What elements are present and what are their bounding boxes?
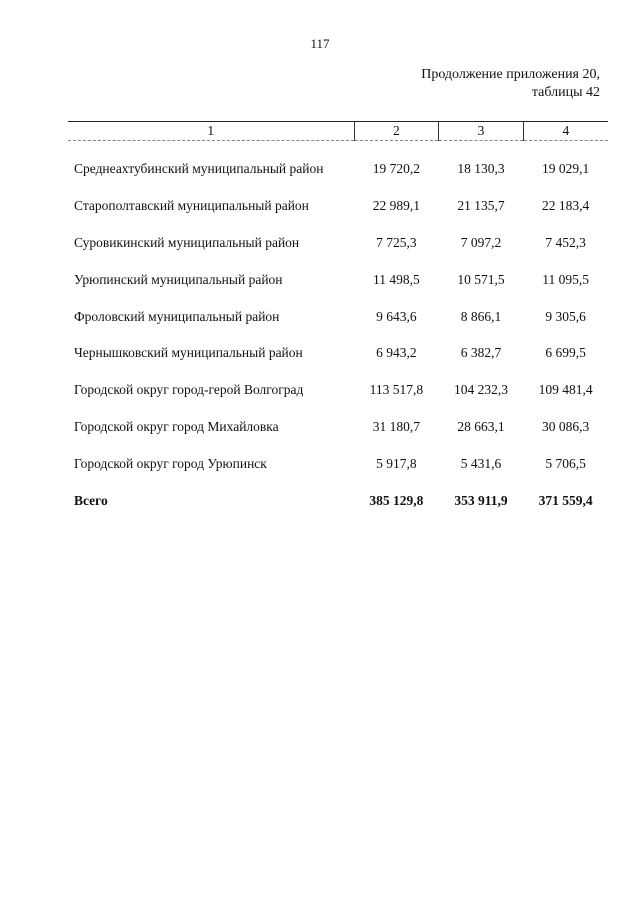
row-value-col2: 7 725,3 <box>376 234 417 250</box>
caption-line-table: таблицы 42 <box>531 85 600 100</box>
row-value-col4: 22 183,4 <box>542 198 590 214</box>
row-value-col3: 28 663,1 <box>457 418 505 434</box>
table-row <box>68 445 608 482</box>
row-value-col4: 9 305,6 <box>545 308 586 324</box>
row-value-col4: 7 452,3 <box>545 234 586 250</box>
row-value-col4: 109 481,4 <box>538 382 593 398</box>
row-value-col2: 22 989,1 <box>372 198 421 214</box>
row-value-col3: 104 232,3 <box>454 382 509 398</box>
total-value-col2: 385 129,8 <box>369 492 424 508</box>
header-row <box>68 122 608 141</box>
row-label: Фроловский муниципальный район <box>74 308 280 324</box>
row-value-col2: 5 917,8 <box>376 455 417 471</box>
row-value-col2: 19 720,2 <box>372 161 421 177</box>
table-row <box>68 409 608 446</box>
row-value-col2: 31 180,7 <box>372 418 421 434</box>
row-label: Городской округ город Михайловка <box>74 418 279 434</box>
table-caption <box>421 66 600 102</box>
row-value-col2: 11 498,5 <box>373 271 420 287</box>
table-row <box>68 298 608 335</box>
row-value-col4: 6 699,5 <box>545 345 586 361</box>
row-value-col4: 5 706,5 <box>545 455 586 471</box>
row-value-col4: 30 086,3 <box>542 418 590 434</box>
total-label: Всего <box>74 492 108 508</box>
row-label: Суровикинский муниципальный район <box>74 234 300 250</box>
total-row <box>68 482 608 519</box>
row-value-col2: 6 943,2 <box>376 345 417 361</box>
row-value-col3: 21 135,7 <box>457 198 505 214</box>
budget-table <box>68 121 608 519</box>
table-body <box>68 141 608 519</box>
row-label: Урюпинский муниципальный район <box>74 271 283 287</box>
table-header <box>68 122 608 141</box>
total-value-col4: 371 559,4 <box>538 492 593 508</box>
page-number: 117 <box>310 36 330 51</box>
row-label: Старополтавский муниципальный район <box>74 198 309 214</box>
column-header-1: 1 <box>68 122 354 141</box>
table-row <box>68 335 608 372</box>
total-value-col3: 353 911,9 <box>454 492 508 508</box>
table-row <box>68 261 608 298</box>
row-value-col2: 9 643,6 <box>376 308 417 324</box>
row-value-col4: 11 095,5 <box>542 271 590 287</box>
table-row <box>68 225 608 262</box>
column-header-4: 4 <box>523 122 608 141</box>
row-value-col3: 8 866,1 <box>460 308 502 324</box>
caption-line-appendix: Продолжение приложения 20, <box>421 67 600 82</box>
row-label: Городской округ город-герой Волгоград <box>74 382 304 398</box>
row-value-col3: 10 571,5 <box>457 271 505 287</box>
row-value-col3: 6 382,7 <box>460 345 502 361</box>
column-header-2: 2 <box>354 122 439 141</box>
table-row <box>68 372 608 409</box>
row-value-col3: 7 097,2 <box>460 234 502 250</box>
row-label: Среднеахтубинский муниципальный район <box>74 161 324 177</box>
column-header-3: 3 <box>439 122 524 141</box>
table-row <box>68 188 608 225</box>
row-value-col3: 5 431,6 <box>460 455 502 471</box>
row-value-col2: 113 517,8 <box>369 382 424 398</box>
row-label: Городской округ город Урюпинск <box>74 455 267 471</box>
table-row <box>68 141 608 188</box>
row-label: Чернышковский муниципальный район <box>74 345 303 361</box>
row-value-col4: 19 029,1 <box>542 161 590 177</box>
row-value-col3: 18 130,3 <box>457 161 505 177</box>
